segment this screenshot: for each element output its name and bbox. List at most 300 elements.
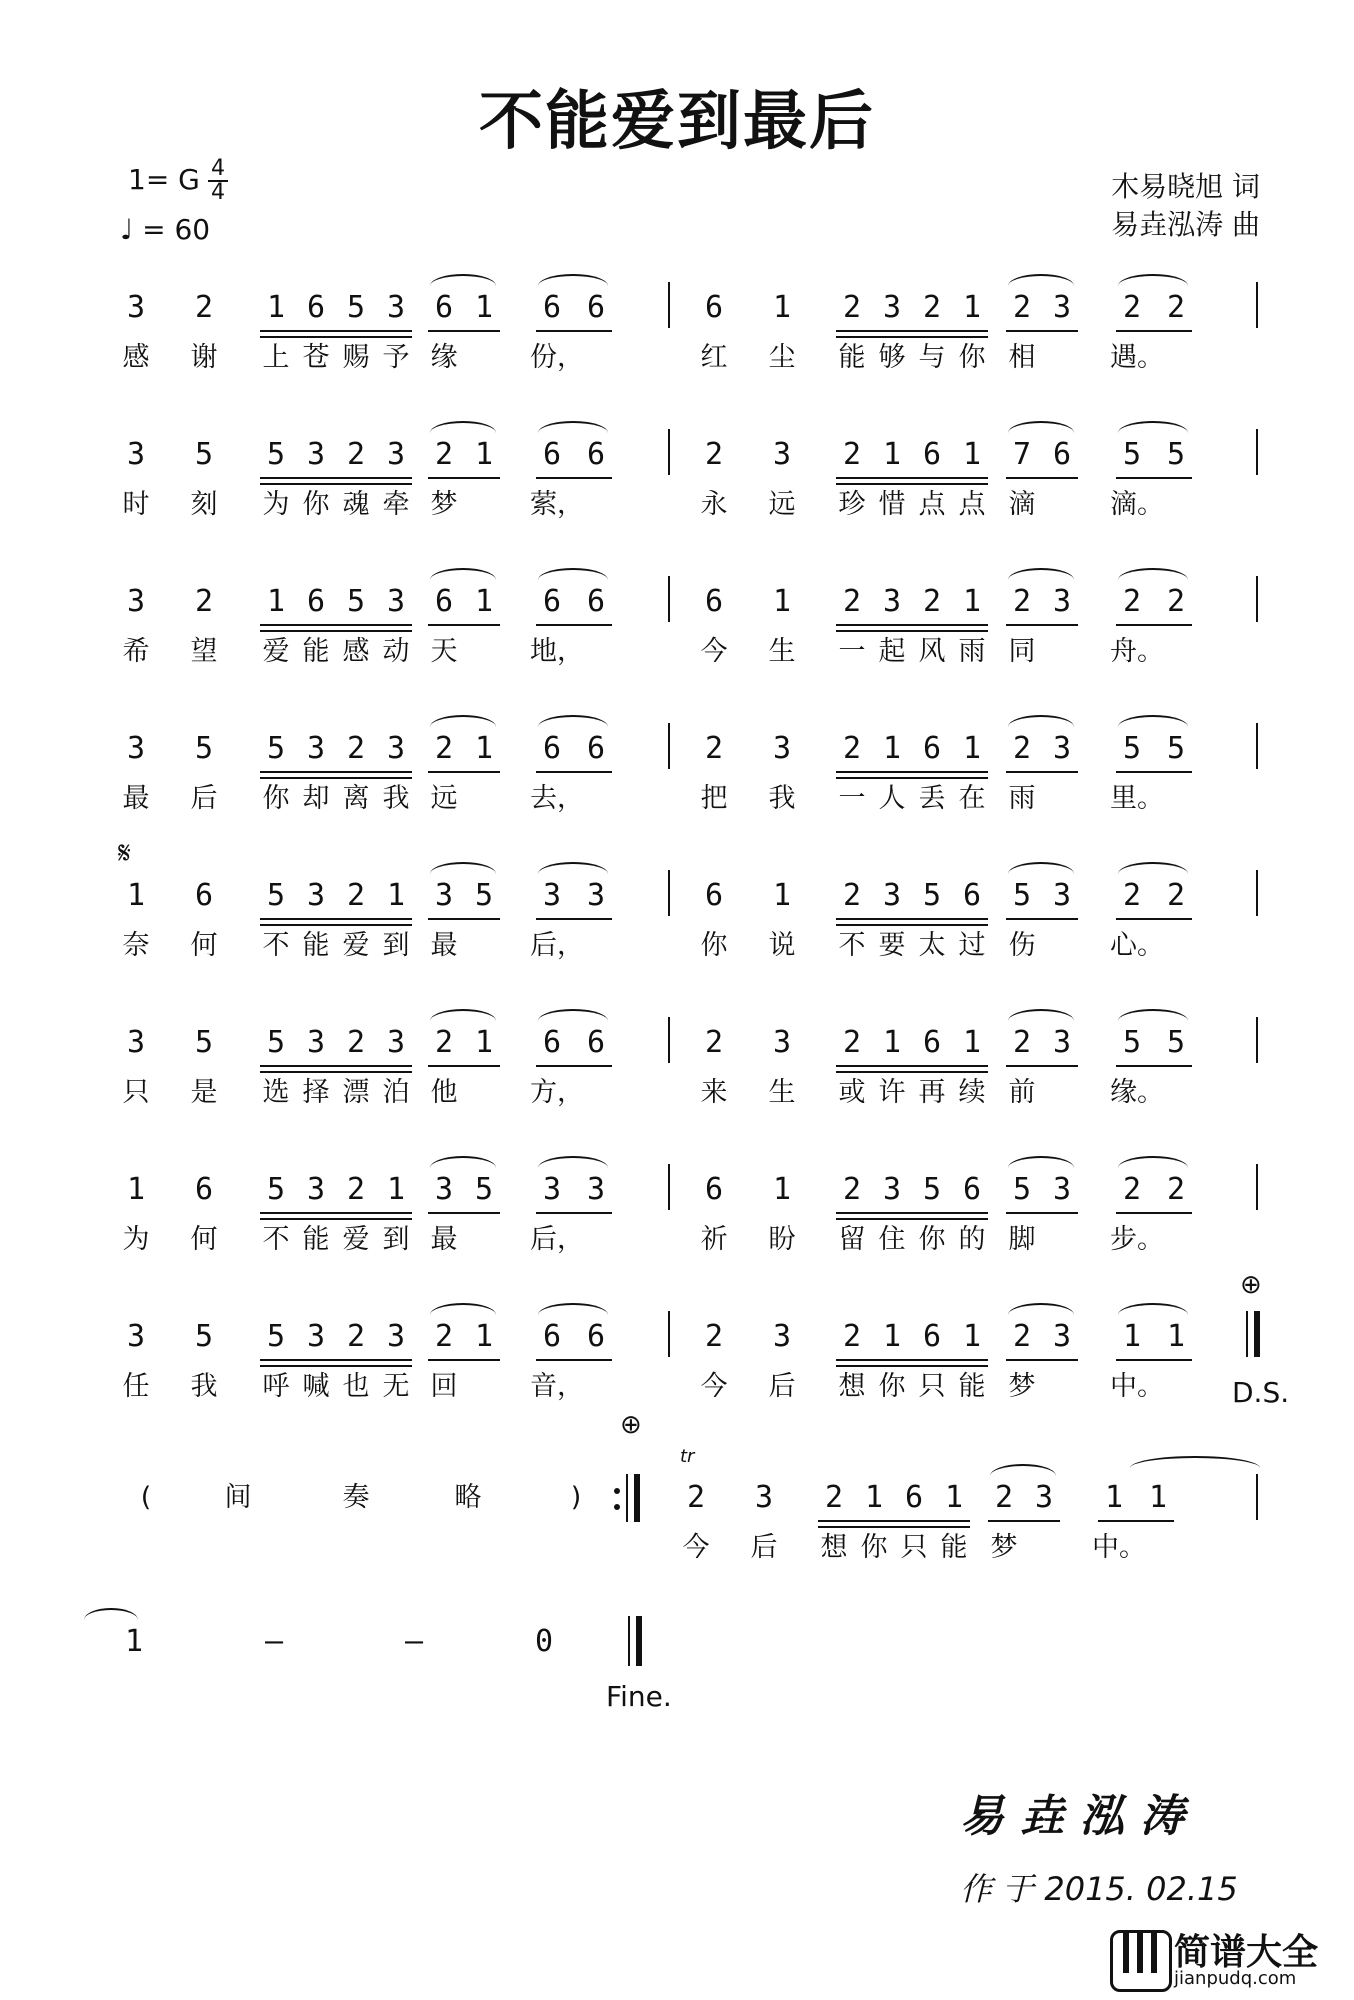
lyric-char: 再 xyxy=(918,1077,946,1108)
note: 5 xyxy=(1122,731,1142,766)
signature: 易垚泓涛 xyxy=(960,1791,1200,1842)
underline xyxy=(536,477,612,479)
lyric-char: 能 xyxy=(838,342,866,373)
note: 1 xyxy=(882,731,902,766)
lyric-char: 你 xyxy=(302,489,330,520)
lyric-char: 一 xyxy=(838,783,866,814)
lyric-char: 你 xyxy=(918,1224,946,1255)
note: 2 xyxy=(1122,1172,1142,1207)
note: 2 xyxy=(1012,731,1032,766)
note: 3 xyxy=(434,878,454,913)
underline xyxy=(1116,624,1192,626)
lyric-char: 梦 xyxy=(1008,1371,1036,1402)
lyric-char: 脚 xyxy=(1008,1224,1036,1255)
note: 5 xyxy=(194,1319,214,1354)
underline xyxy=(428,477,500,479)
tie xyxy=(538,1156,608,1168)
note: 6 xyxy=(434,290,454,325)
note: 2 xyxy=(842,731,862,766)
note: 3 xyxy=(882,1172,902,1207)
tie xyxy=(430,421,496,433)
tempo-value: = 60 xyxy=(142,213,211,246)
note: 2 xyxy=(434,1025,454,1060)
note: 5 xyxy=(1166,731,1186,766)
underline xyxy=(1116,918,1192,920)
lyric-char: 能 xyxy=(302,636,330,667)
note: 3 xyxy=(1052,584,1072,619)
lyric-char: 也 xyxy=(342,1371,370,1402)
underline xyxy=(428,1212,500,1214)
lyric-char: 想 xyxy=(838,1371,866,1402)
note: 1 xyxy=(474,437,494,472)
note: 5 xyxy=(1122,437,1142,472)
note: 2 xyxy=(842,437,862,472)
lyric-char: 丢 xyxy=(918,783,946,814)
interlude-char: 略 xyxy=(454,1482,482,1513)
lyric-char: 择 xyxy=(302,1077,330,1108)
note: 6 xyxy=(704,584,724,619)
note: 2 xyxy=(1122,584,1142,619)
bar-line xyxy=(1256,723,1258,769)
bar-line xyxy=(1256,429,1258,475)
note: 1 xyxy=(126,1172,146,1207)
note: 3 xyxy=(386,290,406,325)
fine-marking: Fine. xyxy=(606,1680,672,1713)
note: 1 xyxy=(882,1025,902,1060)
lyric-char: 我 xyxy=(768,783,796,814)
lyric-char: 梦 xyxy=(990,1532,1018,1563)
note: 3 xyxy=(386,437,406,472)
lyric-char: 爱 xyxy=(262,636,290,667)
underline xyxy=(1006,918,1078,920)
note: 2 xyxy=(346,731,366,766)
note: 5 xyxy=(474,1172,494,1207)
tie xyxy=(1008,1303,1074,1315)
note: 2 xyxy=(434,731,454,766)
lyric-char: 到 xyxy=(382,1224,410,1255)
underline xyxy=(536,1212,612,1214)
lyric-char: 爱 xyxy=(342,930,370,961)
lyric-char: 今 xyxy=(700,636,728,667)
lyric-char: 不 xyxy=(838,930,866,961)
lyric-char: 不 xyxy=(262,1224,290,1255)
note: 2 xyxy=(704,731,724,766)
note: 2 xyxy=(842,1172,862,1207)
lyric-char: 后 xyxy=(750,1532,778,1563)
lyric-char: 遇。 xyxy=(1110,342,1164,373)
bar-line xyxy=(1256,870,1258,916)
note: 3 xyxy=(542,878,562,913)
note: 6 xyxy=(704,878,724,913)
lyric-char: 去， xyxy=(530,783,584,814)
note: 2 xyxy=(842,290,862,325)
note: 3 xyxy=(882,584,902,619)
lyric-char: 上 xyxy=(262,342,290,373)
lyric-char: 前 xyxy=(1008,1077,1036,1108)
lyric-char: 中。 xyxy=(1110,1371,1164,1402)
lyric-char: 生 xyxy=(768,1077,796,1108)
underline xyxy=(260,1065,412,1067)
note: 6 xyxy=(922,437,942,472)
lyric-char: 人 xyxy=(878,783,906,814)
underline xyxy=(836,1212,988,1214)
bar-line xyxy=(1256,1474,1258,1520)
lyric-char: 惜 xyxy=(878,489,906,520)
lyric-char: 刻 xyxy=(190,489,218,520)
lyric-char: 滴。 xyxy=(1110,489,1164,520)
note: 6 xyxy=(586,437,606,472)
underline xyxy=(260,771,412,773)
note: 2 xyxy=(1012,1319,1032,1354)
lyric-char: 相 xyxy=(1008,342,1036,373)
lyric-char: 最 xyxy=(430,930,458,961)
note: 3 xyxy=(772,731,792,766)
bar-line xyxy=(1256,282,1258,328)
underline xyxy=(1006,330,1078,332)
note: 1 xyxy=(266,584,286,619)
lyric-char: 你 xyxy=(700,930,728,961)
note: 1 xyxy=(772,584,792,619)
note: 5 xyxy=(266,1025,286,1060)
note: 1 xyxy=(772,1172,792,1207)
note: 3 xyxy=(434,1172,454,1207)
tie xyxy=(1118,568,1188,580)
note: 2 xyxy=(1012,584,1032,619)
note: 5 xyxy=(266,878,286,913)
tie xyxy=(430,862,496,874)
note: 2 xyxy=(1012,290,1032,325)
underline xyxy=(536,918,612,920)
note: 2 xyxy=(842,1319,862,1354)
lyric-char: 永 xyxy=(700,489,728,520)
note: 6 xyxy=(586,290,606,325)
note: – xyxy=(404,1624,424,1659)
bar-line xyxy=(628,1616,630,1666)
note: 3 xyxy=(306,878,326,913)
note: 5 xyxy=(346,584,366,619)
note: 5 xyxy=(1012,878,1032,913)
lyric-char: 为 xyxy=(262,489,290,520)
note: 2 xyxy=(824,1480,844,1515)
note: 2 xyxy=(1166,878,1186,913)
interlude-char: ) xyxy=(570,1482,582,1513)
note: 2 xyxy=(346,1319,366,1354)
tie xyxy=(1008,274,1074,286)
note: 5 xyxy=(266,731,286,766)
lyric-char: 望 xyxy=(190,636,218,667)
lyric-char: 何 xyxy=(190,930,218,961)
note: 3 xyxy=(306,1319,326,1354)
lyric-char: 牵 xyxy=(382,489,410,520)
lyric-char: 只 xyxy=(918,1371,946,1402)
note: 6 xyxy=(704,290,724,325)
note: 3 xyxy=(386,1025,406,1060)
lyric-char: 舟。 xyxy=(1110,636,1164,667)
underline xyxy=(428,1065,500,1067)
underline xyxy=(988,1520,1060,1522)
lyric-char: 魂 xyxy=(342,489,370,520)
lyric-char: 只 xyxy=(900,1532,928,1563)
final-bar-line xyxy=(636,1616,642,1666)
key-signature: 1= G xyxy=(128,163,200,196)
tie xyxy=(1118,1156,1188,1168)
lyric-char: 为 xyxy=(122,1224,150,1255)
lyric-char: 泊 xyxy=(382,1077,410,1108)
tie xyxy=(538,715,608,727)
interlude-char: ( xyxy=(140,1482,152,1513)
tie xyxy=(430,274,496,286)
lyric-char: 伤 xyxy=(1008,930,1036,961)
note: 1 xyxy=(1104,1480,1124,1515)
time-sig-bottom: 4 xyxy=(208,180,228,204)
tie xyxy=(1118,421,1188,433)
tie xyxy=(1118,862,1188,874)
note: 3 xyxy=(126,1319,146,1354)
underline xyxy=(428,330,500,332)
tie xyxy=(84,1608,138,1620)
lyric-char: 予 xyxy=(382,342,410,373)
site-logo xyxy=(1110,1924,1348,1994)
lyric-char: 远 xyxy=(430,783,458,814)
lyric-char: 缘 xyxy=(430,342,458,373)
note: 1 xyxy=(962,731,982,766)
note: 3 xyxy=(882,290,902,325)
note: 6 xyxy=(586,584,606,619)
note: 2 xyxy=(194,584,214,619)
note: 2 xyxy=(842,584,862,619)
credits xyxy=(1111,168,1260,244)
note: 1 xyxy=(474,290,494,325)
lyric-char: 今 xyxy=(700,1371,728,1402)
tie xyxy=(1118,715,1188,727)
underline xyxy=(818,1520,970,1522)
note: 7 xyxy=(1012,437,1032,472)
lyric-char: 萦， xyxy=(530,489,584,520)
score-title: 不能爱到最后 xyxy=(479,85,875,159)
lyric-char: 漂 xyxy=(342,1077,370,1108)
note: 6 xyxy=(542,731,562,766)
underline xyxy=(1116,1359,1192,1361)
note: 5 xyxy=(1166,1025,1186,1060)
lyric-char: 离 xyxy=(342,783,370,814)
segno-icon: 𝄋 xyxy=(118,836,131,871)
lyric-char: 天 xyxy=(430,636,458,667)
underline xyxy=(818,1526,970,1528)
time-signature xyxy=(208,158,228,204)
lyric-char: 何 xyxy=(190,1224,218,1255)
note: 3 xyxy=(1052,878,1072,913)
tie xyxy=(430,1303,496,1315)
lyric-char: 呼 xyxy=(262,1371,290,1402)
note: 3 xyxy=(126,437,146,472)
underline xyxy=(836,477,988,479)
tie xyxy=(538,568,608,580)
lyric-char: 他 xyxy=(430,1077,458,1108)
lyric-char: 希 xyxy=(122,636,150,667)
lyric-char: 说 xyxy=(768,930,796,961)
lyric-char: 你 xyxy=(262,783,290,814)
underline xyxy=(836,330,988,332)
note: 2 xyxy=(194,290,214,325)
note: 5 xyxy=(1012,1172,1032,1207)
note: 1 xyxy=(864,1480,884,1515)
tie xyxy=(538,1009,608,1021)
note: 2 xyxy=(704,437,724,472)
underline xyxy=(428,918,500,920)
lyric-char: 能 xyxy=(302,1224,330,1255)
note: 1 xyxy=(962,584,982,619)
note: 6 xyxy=(542,1319,562,1354)
note: 6 xyxy=(542,290,562,325)
lyric-char: 在 xyxy=(958,783,986,814)
note: 1 xyxy=(474,731,494,766)
underline xyxy=(1116,771,1192,773)
note: 5 xyxy=(1122,1025,1142,1060)
note: 6 xyxy=(962,878,982,913)
trill-marking: tr xyxy=(680,1446,695,1467)
lyric-char: 太 xyxy=(918,930,946,961)
lyric-char: 红 xyxy=(700,342,728,373)
note: 3 xyxy=(126,584,146,619)
note: 6 xyxy=(542,1025,562,1060)
lyric-char: 后， xyxy=(530,1224,584,1255)
tie xyxy=(1008,1009,1074,1021)
lyric-char: 够 xyxy=(878,342,906,373)
lyric-char: 能 xyxy=(302,930,330,961)
lyric-char: 过 xyxy=(958,930,986,961)
bar-line xyxy=(668,1311,670,1357)
lyric-char: 想 xyxy=(820,1532,848,1563)
lyric-char: 风 xyxy=(918,636,946,667)
note: 3 xyxy=(306,731,326,766)
tie xyxy=(1008,568,1074,580)
underline xyxy=(260,1212,412,1214)
underline xyxy=(536,1359,612,1361)
lyric-char: 缘。 xyxy=(1110,1077,1164,1108)
underline xyxy=(260,918,412,920)
underline xyxy=(836,1065,988,1067)
note: 3 xyxy=(126,731,146,766)
underline xyxy=(428,771,500,773)
note: 5 xyxy=(194,731,214,766)
note: 3 xyxy=(586,1172,606,1207)
tie xyxy=(1008,1156,1074,1168)
note: 2 xyxy=(346,1025,366,1060)
tie xyxy=(990,1464,1056,1476)
time-sig-top: 4 xyxy=(211,156,225,181)
note: 1 xyxy=(126,878,146,913)
tie xyxy=(538,274,608,286)
lyric-char: 我 xyxy=(382,783,410,814)
lyric-char: 一 xyxy=(838,636,866,667)
lyric-char: 生 xyxy=(768,636,796,667)
lyric-char: 留 xyxy=(838,1224,866,1255)
lyric-char: 能 xyxy=(958,1371,986,1402)
note: 6 xyxy=(586,1025,606,1060)
underline xyxy=(1116,1065,1192,1067)
composer: 易垚泓涛 曲 xyxy=(1111,208,1260,241)
note: 3 xyxy=(1052,731,1072,766)
tie xyxy=(430,568,496,580)
bar-line xyxy=(668,429,670,475)
note: 3 xyxy=(126,1025,146,1060)
final-bar-line xyxy=(1254,1311,1260,1357)
note: 5 xyxy=(194,437,214,472)
lyric-char: 祈 xyxy=(700,1224,728,1255)
note: 1 xyxy=(1122,1319,1142,1354)
note: 6 xyxy=(922,1025,942,1060)
bar-line xyxy=(1256,576,1258,622)
note: 6 xyxy=(962,1172,982,1207)
bar-line xyxy=(1256,1164,1258,1210)
underline xyxy=(536,771,612,773)
note: 5 xyxy=(346,290,366,325)
ds-marking: D.S. xyxy=(1232,1376,1290,1409)
note: 2 xyxy=(686,1480,706,1515)
lyric-char: 方， xyxy=(530,1077,584,1108)
quarter-note-icon: ♩ xyxy=(120,213,134,246)
note: – xyxy=(264,1624,284,1659)
tempo-marking xyxy=(120,210,210,250)
note: 5 xyxy=(266,437,286,472)
underline xyxy=(1006,624,1078,626)
note: 6 xyxy=(194,1172,214,1207)
lyric-char: 来 xyxy=(700,1077,728,1108)
underline xyxy=(1006,1212,1078,1214)
lyric-char: 中。 xyxy=(1092,1532,1146,1563)
note: 2 xyxy=(434,1319,454,1354)
note: 3 xyxy=(306,437,326,472)
note: 2 xyxy=(1122,290,1142,325)
underline xyxy=(1098,1520,1174,1522)
note: 1 xyxy=(266,290,286,325)
underline xyxy=(536,1065,612,1067)
lyric-char: 谢 xyxy=(190,342,218,373)
note: 3 xyxy=(1052,1172,1072,1207)
note: 3 xyxy=(1052,1025,1072,1060)
lyric-char: 份， xyxy=(530,342,584,373)
lyric-char: 能 xyxy=(940,1532,968,1563)
underline xyxy=(1006,1065,1078,1067)
piano-icon xyxy=(1110,1930,1172,1992)
note: 3 xyxy=(772,1319,792,1354)
lyric-char: 奈 xyxy=(122,930,150,961)
note: 1 xyxy=(962,290,982,325)
note: 6 xyxy=(922,731,942,766)
tie xyxy=(1008,421,1074,433)
tie xyxy=(1118,274,1188,286)
underline xyxy=(260,330,412,332)
bar-line xyxy=(1256,1017,1258,1063)
underline xyxy=(1116,1212,1192,1214)
note: 2 xyxy=(434,437,454,472)
lyric-char: 盼 xyxy=(768,1224,796,1255)
note: 5 xyxy=(194,1025,214,1060)
note: 2 xyxy=(922,290,942,325)
note: 2 xyxy=(346,437,366,472)
lyric-char: 我 xyxy=(190,1371,218,1402)
tie xyxy=(1130,1456,1260,1468)
note: 2 xyxy=(704,1025,724,1060)
note: 2 xyxy=(1166,584,1186,619)
note: 3 xyxy=(772,437,792,472)
note: 2 xyxy=(346,1172,366,1207)
note: 1 xyxy=(386,1172,406,1207)
note: 6 xyxy=(586,731,606,766)
note: 2 xyxy=(704,1319,724,1354)
underline xyxy=(536,624,612,626)
note: 2 xyxy=(1166,1172,1186,1207)
